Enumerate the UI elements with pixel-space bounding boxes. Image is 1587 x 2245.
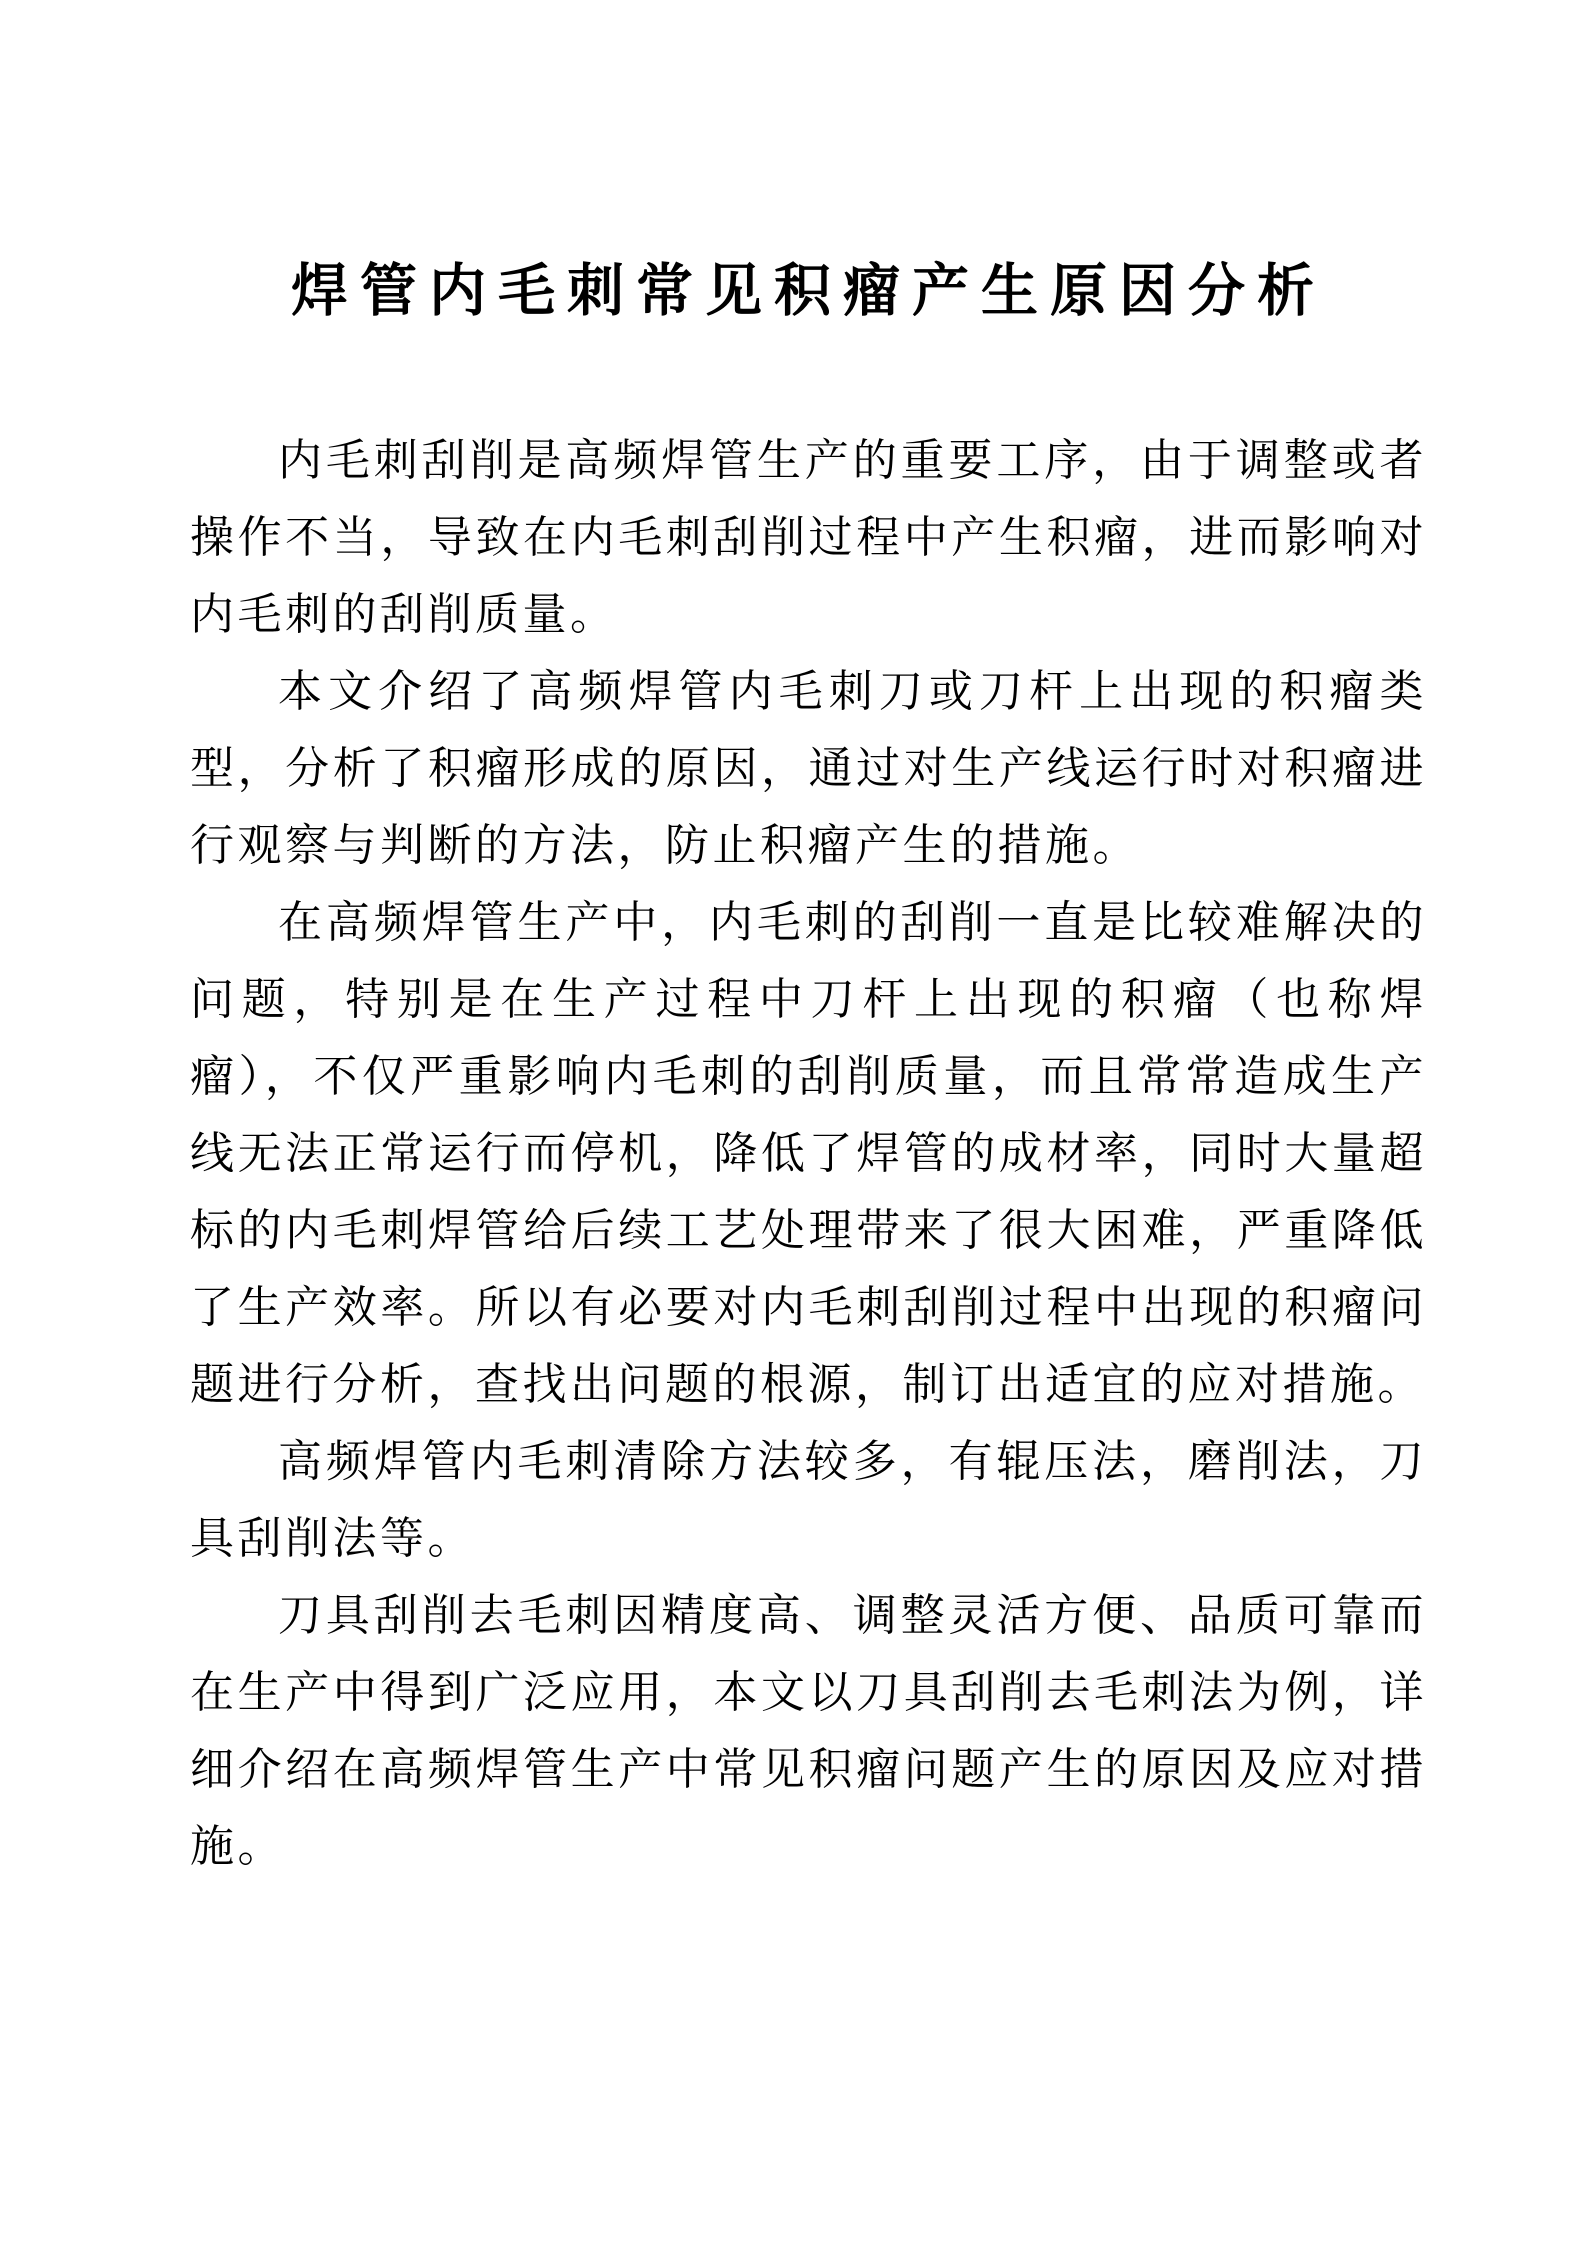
paragraph-intro: 内毛刺刮削是高频焊管生产的重要工序，由于调整或者操作不当，导致在内毛刺刮削过程中产生积瘤，进而影响对内毛刺的刮削质量。: [190, 436, 1427, 640]
document-body: [190, 422, 1427, 1885]
paragraph-problem: 在高频焊管生产中，内毛刺的刮削一直是比较难解决的问题，特别是在生产过程中刀杆上出现的积瘤（也称焊瘤），不仅严重影响内毛刺的刮削质量，而且常常造成生产线无法正常运行而停机，降低了焊管的成材率，同时大量超标的内毛刺焊管给后续工艺处理带来了很大困难，严重降低了生产效率。所以有必要对内毛刺刮削过程中出现的积瘤问题进行分析，查找出问题的根源，制订出适宜的应对措施。: [190, 898, 1427, 1410]
paragraph-overview: 本文介绍了高频焊管内毛刺刀或刀杆上出现的积瘤类型，分析了积瘤形成的原因，通过对生产线运行时对积瘤进行观察与判断的方法，防止积瘤产生的措施。: [190, 667, 1427, 871]
page-title: 焊管内毛刺常见积瘤产生原因分析: [291, 260, 1326, 323]
paragraph-methods: 高频焊管内毛刺清除方法较多，有辊压法，磨削法，刀具刮削法等。: [190, 1437, 1427, 1564]
paragraph-scope: 刀具刮削去毛刺因精度高、调整灵活方便、品质可靠而在生产中得到广泛应用，本文以刀具刮削去毛刺法为例，详细介绍在高频焊管生产中常见积瘤问题产生的原因及应对措施。: [190, 1591, 1427, 1872]
